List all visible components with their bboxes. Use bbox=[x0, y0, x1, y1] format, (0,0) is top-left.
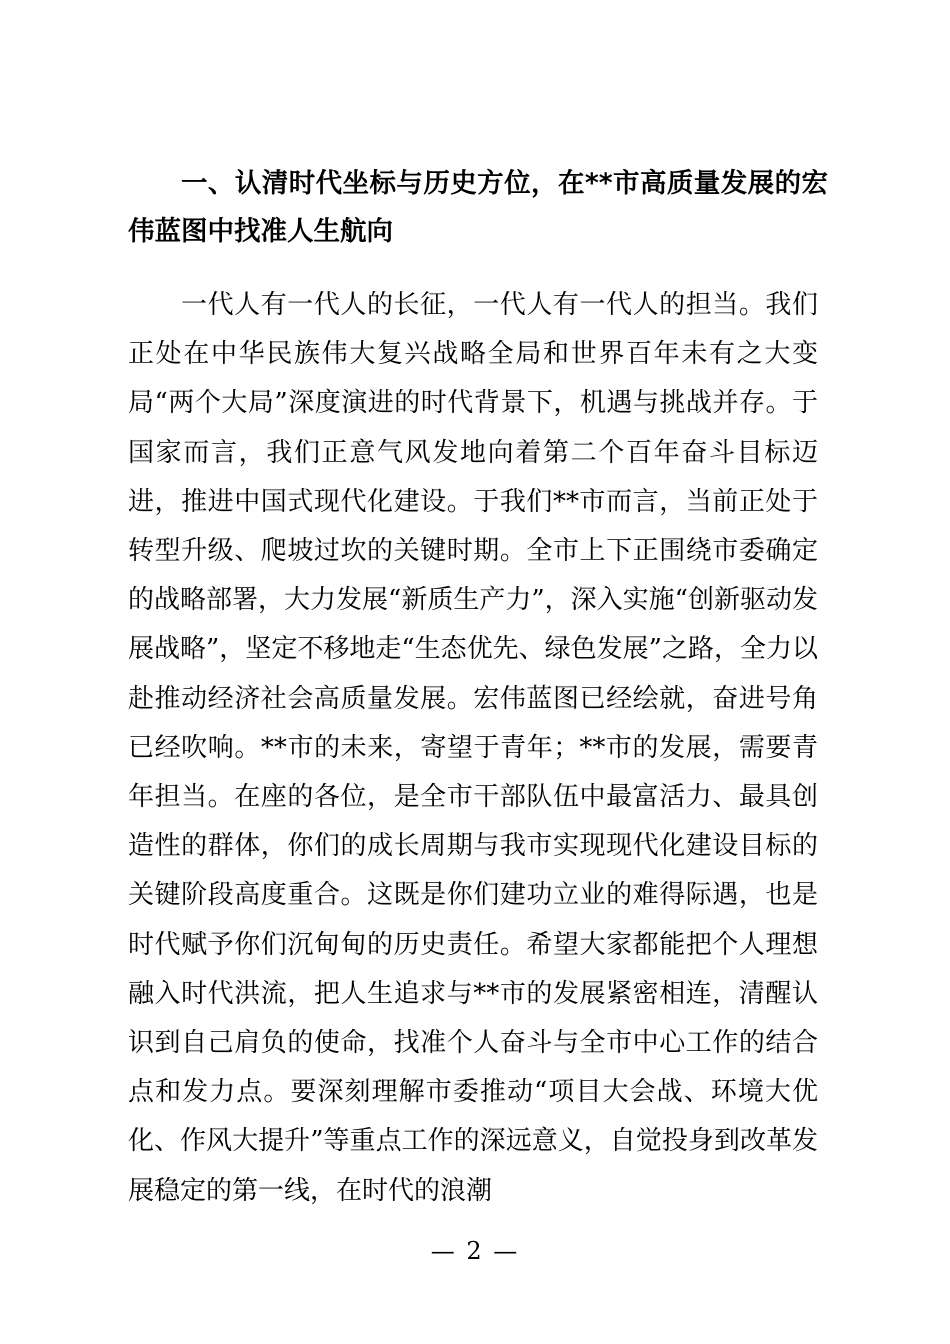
body-paragraph: 一代人有一代人的长征，一代人有一代人的担当。我们正处在中华民族伟大复兴战略全局和世界百年未有之大变局“两个大局”深度演进的时代背景下，机遇与挑战并存。于国家而言，我们正意气风发地向着第二个百年奋斗目标迈进，推进中国式现代化建设。于我们**市而言，当前正处于转型升级、爬坡过坎的关键时期。全市上下正围绕市委确定的战略部署，大力发展“新质生产力”，深入实施“创新驱动发展战略”，坚定不移地走“生态优先、绿色发展”之路，全力以赴推动经济社会高质量发展。宏伟蓝图已经绘就，奋进号角已经吹响。**市的未来，寄望于青年；**市的发展，需要青年担当。在座的各位，是全市干部队伍中最富活力、最具创造性的群体，你们的成长周期与我市实现现代化建设目标的关键阶段高度重合。这既是你们建功立业的难得际遇，也是时代赋予你们沉甸甸的历史责任。希望大家都能把个人理想融入时代洪流，把人生追求与**市的发展紧密相连，清醒认识到自己肩负的使命，找准个人奋斗与全市中心工作的结合点和发力点。要深刻理解市委推动“项目大会战、环境大优化、作风大提升”等重点工作的深远意义，自觉投身到改革发展稳定的第一线，在时代的浪潮 bbox=[128, 290, 818, 1206]
section-heading: 一、认清时代坐标与历史方位，在**市高质量发展的宏伟蓝图中找准人生航向 bbox=[128, 168, 828, 247]
page-number: — 2 — bbox=[430, 1237, 520, 1265]
